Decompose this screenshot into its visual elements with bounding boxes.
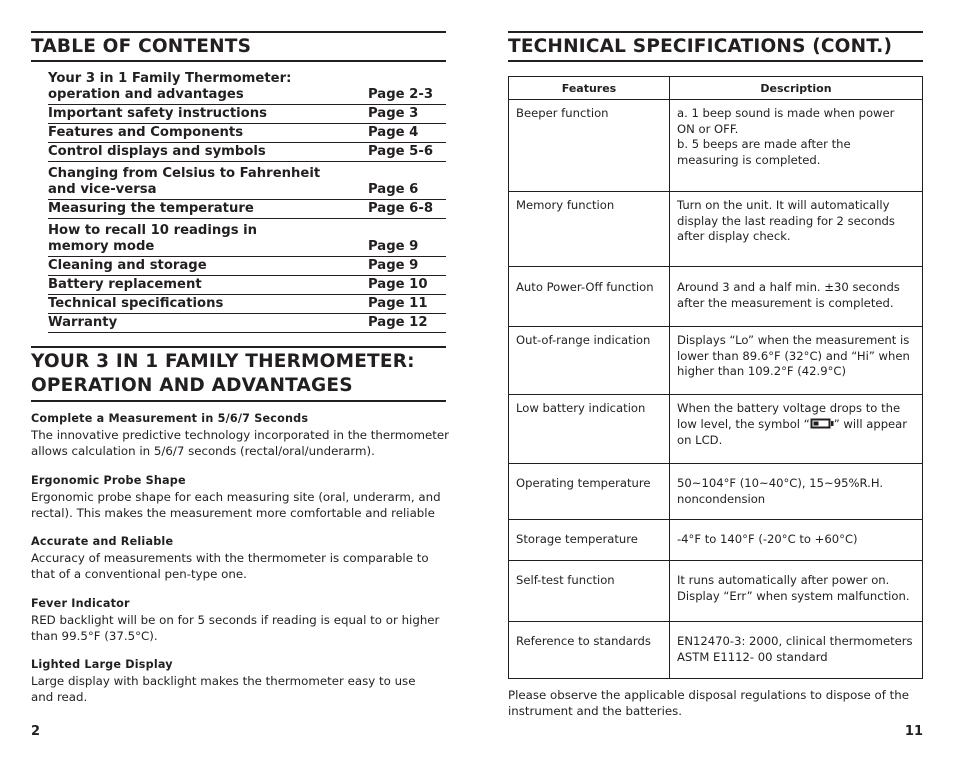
title-rule xyxy=(508,60,923,62)
toc-entry-page: Page 5-6 xyxy=(368,144,434,159)
feature-block xyxy=(31,657,451,705)
feature-heading: Complete a Measurement in 5/6/7 Seconds xyxy=(31,412,309,425)
table-row xyxy=(509,395,923,464)
column-header-description: Description xyxy=(670,77,923,100)
table-header-row xyxy=(509,77,923,100)
toc-entry-page: Page 6 xyxy=(368,182,419,197)
toc-entry-title: Measuring the temperature xyxy=(48,201,254,216)
battery-low-icon xyxy=(810,418,834,434)
feature-cell: Operating temperature xyxy=(509,464,670,520)
toc-entry-page: Page 11 xyxy=(368,296,428,311)
feature-cell: Storage temperature xyxy=(509,520,670,561)
toc-entry-page: Page 6-8 xyxy=(368,201,434,216)
table-row xyxy=(509,267,923,327)
toc-entry-page: Page 4 xyxy=(368,125,419,140)
toc-entry-page: Page 3 xyxy=(368,106,419,121)
column-header-features: Features xyxy=(509,77,670,100)
toc-entry-title: How to recall 10 readings in memory mode xyxy=(48,223,258,254)
feature-heading: Accurate and Reliable xyxy=(31,535,174,548)
feature-cell: Beeper function xyxy=(509,100,670,192)
toc-entry-title: Technical specifications xyxy=(48,296,224,311)
toc-row[interactable] xyxy=(48,143,446,162)
toc-row[interactable] xyxy=(48,276,446,295)
toc-entry-title: Changing from Celsius to Fahrenheit and vice-versa xyxy=(48,166,321,197)
toc-row[interactable] xyxy=(48,124,446,143)
section-title-line-2: OPERATION AND ADVANTAGES xyxy=(31,375,353,396)
disposal-note: Please observe the applicable disposal regulations to dispose of the instrument and the batteries. xyxy=(508,688,910,718)
description-item-a: a. 1 beep sound is made when power ON or OFF. xyxy=(677,106,895,136)
toc-entry-title: Cleaning and storage xyxy=(48,258,207,273)
toc-entry-page: Page 9 xyxy=(368,258,419,273)
feature-cell: Out-of-range indication xyxy=(509,327,670,395)
description-text-pre: When the battery voltage drops to the low level, the symbol “ xyxy=(677,401,901,431)
table-row xyxy=(509,622,923,679)
table-row xyxy=(509,520,923,561)
description-cell: -4°F to 140°F (-20°C to +60°C) xyxy=(670,520,923,561)
feature-body: Accuracy of measurements with the thermometer is comparable to that of a conventional pen-type one. xyxy=(31,551,429,581)
section-bottom-rule xyxy=(31,400,446,402)
title-rule xyxy=(31,60,446,62)
description-cell: It runs automatically after power on. Display “Err” when system malfunction. xyxy=(670,561,923,622)
feature-body: Ergonomic probe shape for each measuring site (oral, underarm, and rectal). This makes the measurement more comfortable and reliable xyxy=(31,490,441,520)
toc-entry-title: Important safety instructions xyxy=(48,106,267,121)
description-cell: Around 3 and a half min. ±30 seconds after the measurement is completed. xyxy=(670,267,923,327)
toc-row[interactable] xyxy=(48,162,446,200)
description-text-post: ” will appear on LCD. xyxy=(677,416,908,447)
feature-body: The innovative predictive technology incorporated in the thermometer allows calculation in 5/6/7 seconds (rectal/oral/underarm). xyxy=(31,428,450,458)
feature-cell: Reference to standards xyxy=(509,622,670,679)
table-row xyxy=(509,464,923,520)
toc-row[interactable] xyxy=(48,105,446,124)
right-page xyxy=(508,0,923,770)
table-row xyxy=(509,327,923,395)
description-cell: EN12470-3: 2000, clinical thermometers ASTM E1112- 00 standard xyxy=(670,622,923,679)
feature-heading: Ergonomic Probe Shape xyxy=(31,474,186,487)
spec-table xyxy=(508,76,923,679)
feature-cell: Low battery indication xyxy=(509,395,670,464)
page-number: 2 xyxy=(31,724,41,739)
description-item-b: b. 5 beeps are made after the measuring is completed. xyxy=(677,137,851,167)
toc-entry-page: Page 9 xyxy=(368,239,419,254)
toc-row[interactable] xyxy=(48,219,446,257)
toc-entry-title: Your 3 in 1 Family Thermometer: operation and advantages xyxy=(48,71,292,102)
toc-entry-page: Page 10 xyxy=(368,277,428,292)
toc-entry-page: Page 12 xyxy=(368,315,428,330)
description-cell: Turn on the unit. It will automatically display the last reading for 2 seconds after display check. xyxy=(670,192,923,267)
toc-entry-title: Battery replacement xyxy=(48,277,202,292)
section-top-rule xyxy=(31,346,446,348)
description-cell xyxy=(670,395,923,464)
table-of-contents xyxy=(48,70,446,333)
section-title-line-1: YOUR 3 IN 1 FAMILY THERMOMETER: xyxy=(31,351,415,372)
feature-heading: Lighted Large Display xyxy=(31,658,173,671)
description-cell: Displays “Lo” when the measurement is lower than 89.6°F (32°C) and “Hi” when higher than 109.2°F (42.9°C) xyxy=(670,327,923,395)
toc-row[interactable] xyxy=(48,314,446,333)
feature-block xyxy=(31,534,451,582)
feature-block xyxy=(31,596,451,644)
table-row xyxy=(509,100,923,192)
feature-cell: Memory function xyxy=(509,192,670,267)
page-number: 11 xyxy=(904,724,923,739)
toc-row[interactable] xyxy=(48,200,446,219)
toc-entry-page: Page 2-3 xyxy=(368,87,434,102)
toc-entry-title: Features and Components xyxy=(48,125,244,140)
toc-row[interactable] xyxy=(48,257,446,276)
toc-entry-title: Control displays and symbols xyxy=(48,144,266,159)
feature-body: Large display with backlight makes the thermometer easy to use and read. xyxy=(31,674,416,704)
left-page xyxy=(31,0,450,770)
top-rule xyxy=(31,31,446,33)
feature-cell: Auto Power-Off function xyxy=(509,267,670,327)
spec-title: TECHNICAL SPECIFICATIONS (CONT.) xyxy=(508,36,893,57)
description-cell: 50~104°F (10~40°C), 15~95%R.H. noncondension xyxy=(670,464,923,520)
table-row xyxy=(509,192,923,267)
top-rule xyxy=(508,31,923,33)
feature-body: RED backlight will be on for 5 seconds if reading is equal to or higher than 99.5°F (37.5°C). xyxy=(31,613,440,643)
table-row xyxy=(509,561,923,622)
toc-row[interactable] xyxy=(48,70,446,105)
toc-row[interactable] xyxy=(48,295,446,314)
description-cell xyxy=(670,100,923,192)
feature-block xyxy=(31,411,451,459)
feature-block xyxy=(31,473,451,521)
toc-entry-title: Warranty xyxy=(48,315,118,330)
feature-cell: Self-test function xyxy=(509,561,670,622)
feature-heading: Fever Indicator xyxy=(31,597,130,610)
toc-title: TABLE OF CONTENTS xyxy=(31,36,252,57)
